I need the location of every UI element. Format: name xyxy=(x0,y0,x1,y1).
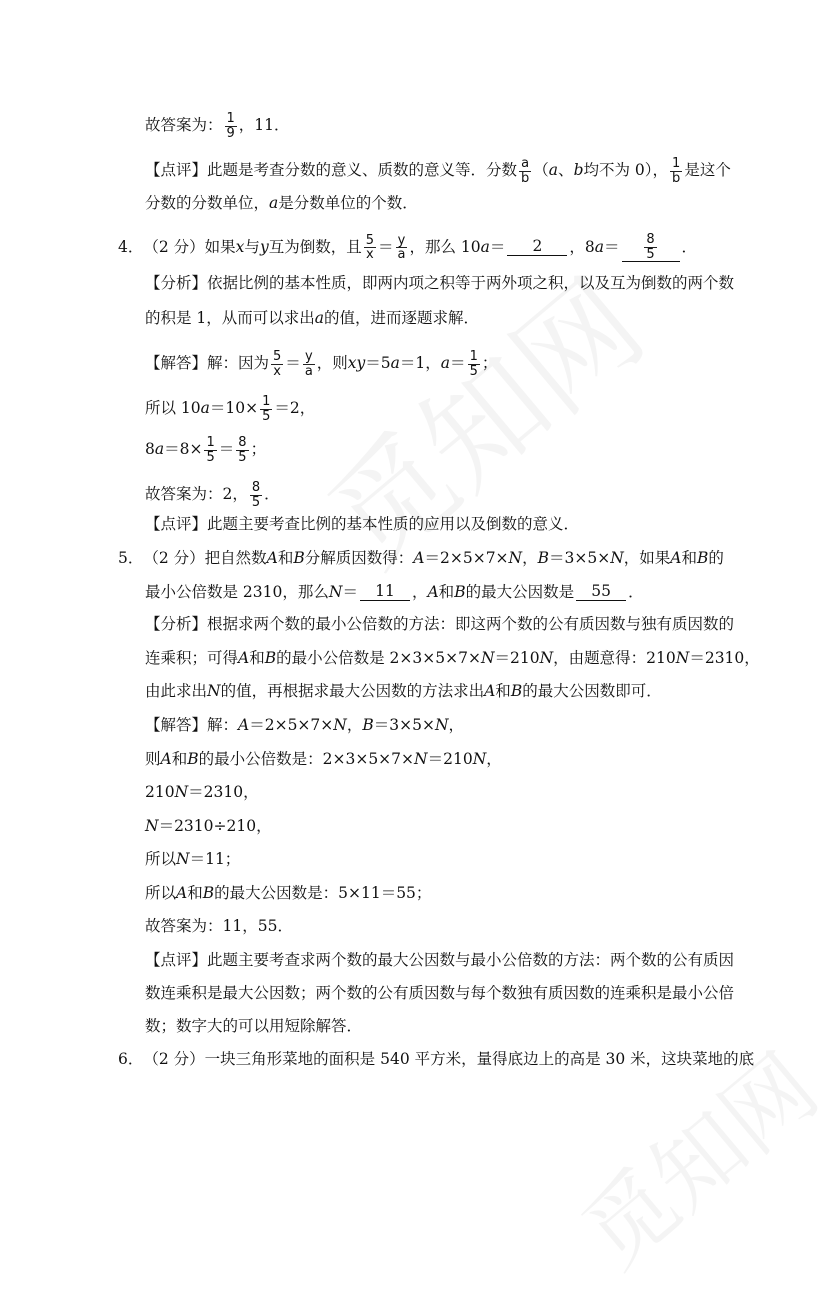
fraction: $\frac{5}{x}$ xyxy=(273,349,282,379)
fraction: $\frac{8}{5}$ xyxy=(238,435,247,465)
answer-blank: 2 xyxy=(507,239,567,256)
comment-line: 【点评】此题是考查分数的意义、质数的意义等．分数 $\frac{a}{b}$ （ a 、 b 均不为 0）， $\frac{1}{b}$ 是这个 xyxy=(145,156,731,186)
fraction: $\frac{1}{9}$ xyxy=(226,111,235,141)
solution-line: 所以 10 a ＝10× $\frac{1}{5}$ ＝2， xyxy=(145,394,316,424)
fraction: $\frac{1}{b}$ xyxy=(672,156,681,186)
solution-line: N ＝2310÷210， xyxy=(145,817,272,835)
fraction: $\frac{8}{5}$ xyxy=(251,480,261,510)
comment-line: 【点评】此题主要考查求两个数的最大公因数与最小公倍数的方法：两个数的公有质因 xyxy=(145,951,735,969)
fraction: $\frac{a}{b}$ xyxy=(521,156,530,186)
comment-line: 分数的分数单位， a 是分数单位的个数． xyxy=(145,194,418,212)
fraction: $\frac{y}{a}$ xyxy=(397,232,406,263)
solution-line: 所以 A 和 B 的最大公因数是：5×11＝55； xyxy=(145,884,432,902)
comment-line: 数；数字大的可以用短除解答． xyxy=(145,1017,363,1035)
comment-line: 【点评】此题主要考查比例的基本性质的应用以及倒数的意义． xyxy=(145,515,580,533)
question-5: 5． （2 分）把自然数 A 和 B 分解质因数得： A ＝2×5×7× N ， B ＝3×5× N ，如果 A 和 B 的 xyxy=(118,549,724,567)
analysis-line: 连乘积；可得 A 和 B 的最小公倍数是 2×3×5×7× N ＝210 N ，由题意得：210 N ＝2310， xyxy=(145,649,760,667)
comment-line: 数连乘积是最大公因数；两个数的公有质因数与每个数独有质因数的连乘积是最小公倍 xyxy=(145,984,735,1002)
analysis-line: 的积是 1，从而可以求出 a 的值，进而逐题求解． xyxy=(145,309,480,327)
answer-line: 故答案为：2， $\frac{8}{5}$ ． xyxy=(145,480,280,510)
solution-line: 所以 N ＝11； xyxy=(145,850,241,868)
solution-line: 210 N ＝2310， xyxy=(145,783,259,801)
answer-blank: 11 xyxy=(360,584,410,601)
solution-line: 8 a ＝8× $\frac{1}{5}$ ＝ $\frac{8}{5}$ ； xyxy=(145,435,267,465)
analysis-line: 由此求出 N 的值，再根据求最大公因数的方法求出 A 和 B 的最大公因数即可． xyxy=(145,682,662,700)
solution-line: 【解答】解： A ＝2×5×7× N ， B ＝3×5× N ， xyxy=(145,716,465,734)
solution-line: 【解答】解：因为 $\frac{5}{x}$ ＝ $\frac{y}{a}$ ，则 xy ＝5 a ＝1， a ＝ $\frac{1}{5}$ ； xyxy=(145,349,498,379)
answer-blank: $\frac{8}{5}$ xyxy=(622,233,680,262)
answer-line: 故答案为： $\frac{1}{9}$ ，11． xyxy=(145,111,290,141)
fraction: $\frac{y}{a}$ xyxy=(304,349,313,379)
question-line: 最小公倍数是 2310，那么 N ＝ 11 ， A 和 B 的最大公因数是 55 ． xyxy=(145,582,644,601)
fraction: $\frac{1}{5}$ xyxy=(262,394,271,424)
fraction: $\frac{5}{x}$ xyxy=(365,232,374,263)
answer-blank: 55 xyxy=(576,584,626,601)
analysis-line: 【分析】依据比例的基本性质，即两内项之积等于两外项之积，以及互为倒数的两个数 xyxy=(145,274,735,292)
answer-line: 故答案为：11，55． xyxy=(145,917,293,935)
question-4: 4． （2 分）如果 x 与 y 互为倒数，且 $\frac{5}{x}$ ＝ $\frac{y}{a}$ ，那么 10 a ＝ 2 ，8 a ＝ $\frac{8}{5}$ ． xyxy=(118,232,698,263)
solution-line: 则 A 和 B 的最小公倍数是：2×3×5×7× N ＝210 N ， xyxy=(145,750,502,768)
analysis-line: 【分析】根据求两个数的最小公倍数的方法：即这两个数的公有质因数与独有质因数的 xyxy=(145,615,735,633)
fraction: $\frac{1}{5}$ xyxy=(206,435,215,465)
question-6: 6． （2 分）一块三角形菜地的面积是 540 平方米，量得底边上的高是 30 米，这块菜地的底 xyxy=(118,1050,755,1068)
fraction: $\frac{1}{5}$ xyxy=(469,349,478,379)
